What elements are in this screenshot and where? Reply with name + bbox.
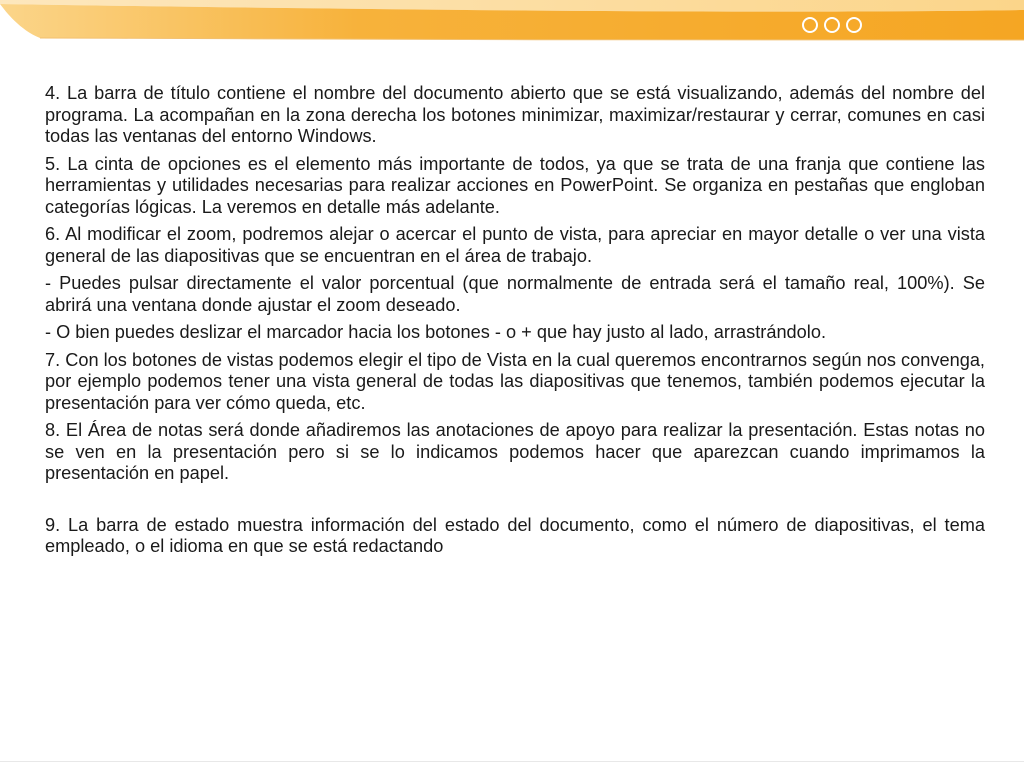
paragraph-zoom-slider: - O bien puedes deslizar el marcador hacia los botones - o + que hay justo al lado, arrastrándolo.	[45, 322, 826, 342]
paragraph-view-buttons: 7. Con los botones de vistas podemos elegir el tipo de Vista en la cual queremos encontrarnos según nos convenga, por ejemplo podemos tener una vista general de todas las diapositivas que tenemos, también podemos ejecutar la presentación para ver cómo queda, etc.	[45, 349, 985, 413]
paragraph-status-bar: 9. La barra de estado muestra información del estado del documento, como el número de diapositivas, el tema empleado, o el idioma en que se está redactando	[45, 514, 985, 556]
circle-icon	[802, 17, 818, 33]
paragraph-title-bar: 4. La barra de título contiene el nombre del documento abierto que se está visualizando, además del nombre del programa. La acompañan en la zona derecha los botones minimizar, maximizar/restaurar y cerrar, comunes en casi todas las ventanas del entorno Windows.	[45, 83, 985, 146]
circle-icon	[846, 17, 862, 33]
divider	[0, 761, 1024, 762]
paragraph-ribbon: 5. La cinta de opciones es el elemento más importante de todos, ya que se trata de una franja que contiene las herramientas y utilidades necesarias para realizar acciones en PowerPoint. Se organiza en pestañas que engloban categorías lógicas. La veremos en detalle más adelante.	[45, 153, 985, 217]
paragraph-zoom: 6. Al modificar el zoom, podremos alejar o acercar el punto de vista, para apreciar en mayor detalle o ver una vista general de las diapositivas que se encuentran en el área de trabajo.	[45, 224, 985, 266]
circle-icon	[824, 17, 840, 33]
decorative-dots	[802, 17, 862, 33]
header-banner	[0, 0, 1024, 50]
paragraph-notes-area: 8. El Área de notas será donde añadiremos las anotaciones de apoyo para realizar la presentación. Estas notas no se ven en la presentación pero si se lo indicamos podemos hacer que aparezcan cuando imprimamos la presentación en papel.	[45, 420, 985, 483]
paragraph-zoom-percent: - Puedes pulsar directamente el valor porcentual (que normalmente de entrada será el tamaño real, 100%). Se abrirá una ventana donde ajustar el zoom deseado.	[45, 273, 985, 315]
slide-body	[45, 83, 985, 564]
